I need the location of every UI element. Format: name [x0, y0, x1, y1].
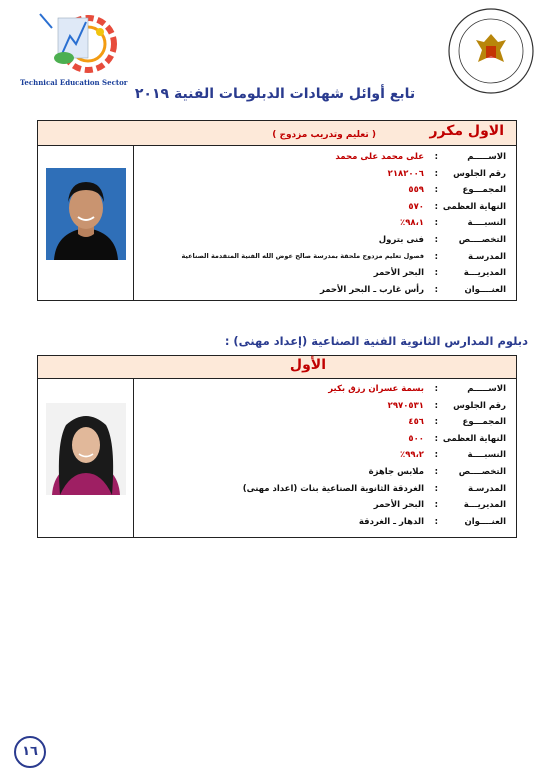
specialization-label: التخصــــص: [458, 466, 506, 477]
page-number: ١٦: [14, 736, 46, 768]
address-label: العنــــوان: [464, 284, 506, 295]
specialization-label: التخصــــص: [458, 234, 506, 245]
name-label: الاســـــم: [467, 384, 506, 394]
percentage-value: ٩٩،٢٪: [400, 450, 424, 461]
student-photo-image: [46, 403, 126, 495]
section-heading-text: دبلوم المدارس الثانوية الفنية الصناعية (إعداد مهنى) :: [224, 334, 528, 348]
school-value: فصول تعليم مزدوج ملحقة بمدرسة صالح عوض الله الفنية المتقدمة الصناعية: [181, 251, 424, 260]
percentage-label: النسبــــة: [467, 218, 506, 229]
rank-title: الأول: [289, 357, 326, 373]
max-score-value: ٥٧٠: [408, 201, 424, 212]
ministry-seal: [446, 6, 536, 96]
total-label: المجمـــوع: [462, 185, 506, 196]
seat-number-label: رقم الجلوس: [453, 400, 506, 411]
total-value: ٥٥٩: [408, 185, 424, 196]
eagle-seal-icon: [446, 6, 536, 96]
directorate-label: المديريـــة: [463, 500, 506, 511]
sector-logo-text: Technical Education Sector: [20, 78, 128, 87]
percentage-value: ٩٨،١٪: [400, 218, 424, 229]
sector-logo: [20, 6, 130, 92]
record-card: الأول الاســـــم : بسمة عسران رزق بكير رقم الجلوس : ٢٩٧٠٥٣١ المجمـــوع : ٤٥٦ النهاية العظمى : ٥٠٠ النسبــــة : ٩٩،٢٪ التخصــــص : ملابس جاهزة المدرسـة : الغردقة الثانوية الصناعية بنات (اعداد مهنى) المديريـــة : البحر الأحمر العنــــوان : الدهار ـ الغردقة: [37, 355, 517, 538]
school-label: المدرسـة: [467, 251, 506, 262]
percentage-label: النسبــــة: [467, 450, 506, 461]
max-score-label: النهاية العظمى: [442, 201, 506, 212]
specialization-value: فنى بترول: [378, 234, 424, 245]
school-label: المدرسـة: [467, 483, 506, 494]
max-score-value: ٥٠٠: [408, 433, 424, 444]
student-photo-image: [46, 168, 126, 260]
rank-title: الاول مكرر: [429, 123, 504, 139]
max-score-label: النهاية العظمى: [442, 433, 506, 444]
name-value: بسمة عسران رزق بكير: [328, 384, 424, 394]
rank-band: [38, 356, 516, 379]
seat-number-value: ٢٩٧٠٥٣١: [387, 400, 424, 411]
rank-subtitle: ( تعليم وتدريب مزدوج ): [272, 130, 376, 140]
name-value: على محمد على محمد: [335, 152, 424, 162]
total-label: المجمـــوع: [462, 417, 506, 428]
photo-cell: [38, 379, 134, 537]
directorate-value: البحر الأحمر: [373, 268, 424, 279]
student-photo: [46, 403, 126, 495]
name-label: الاســـــم: [467, 152, 506, 162]
address-value: رأس غارب ـ البحر الأحمر: [319, 284, 424, 295]
school-value: الغردقة الثانوية الصناعية بنات (اعداد مهنى): [242, 483, 424, 494]
directorate-label: المديريـــة: [463, 268, 506, 279]
document-title: تابع أوائل شهادات الدبلومات الفنية ٢٠١٩: [134, 86, 416, 102]
address-value: الدهار ـ الغردقة: [358, 516, 424, 527]
seat-number-label: رقم الجلوس: [453, 168, 506, 179]
directorate-value: البحر الأحمر: [373, 500, 424, 511]
seat-number-value: ٢١٨٢٠٠٦: [387, 168, 424, 179]
address-label: العنــــوان: [464, 516, 506, 527]
record-card: الاول مكرر ( تعليم وتدريب مزدوج ) الاســـــم : على محمد على محمد رقم الجلوس : ٢١٨٢٠٠٦ المجمـــوع : ٥٥٩ النهاية العظمى : ٥٧٠ النسبــــة : ٩٨،١٪ التخصــــص : فنى بترول المدرسـة : فصول تعليم مزدوج ملحقة بمدرسة صالح عوض الله الفنية المتقدمة الصناعية المديريـــة : البحر الأحمر العنــــوان : رأس غارب ـ البحر الأحمر: [37, 120, 517, 301]
gear-logo-icon: [20, 6, 130, 78]
specialization-value: ملابس جاهزة: [368, 466, 424, 477]
student-photo: [46, 168, 126, 260]
photo-cell: [38, 146, 134, 300]
total-value: ٤٥٦: [408, 417, 424, 428]
